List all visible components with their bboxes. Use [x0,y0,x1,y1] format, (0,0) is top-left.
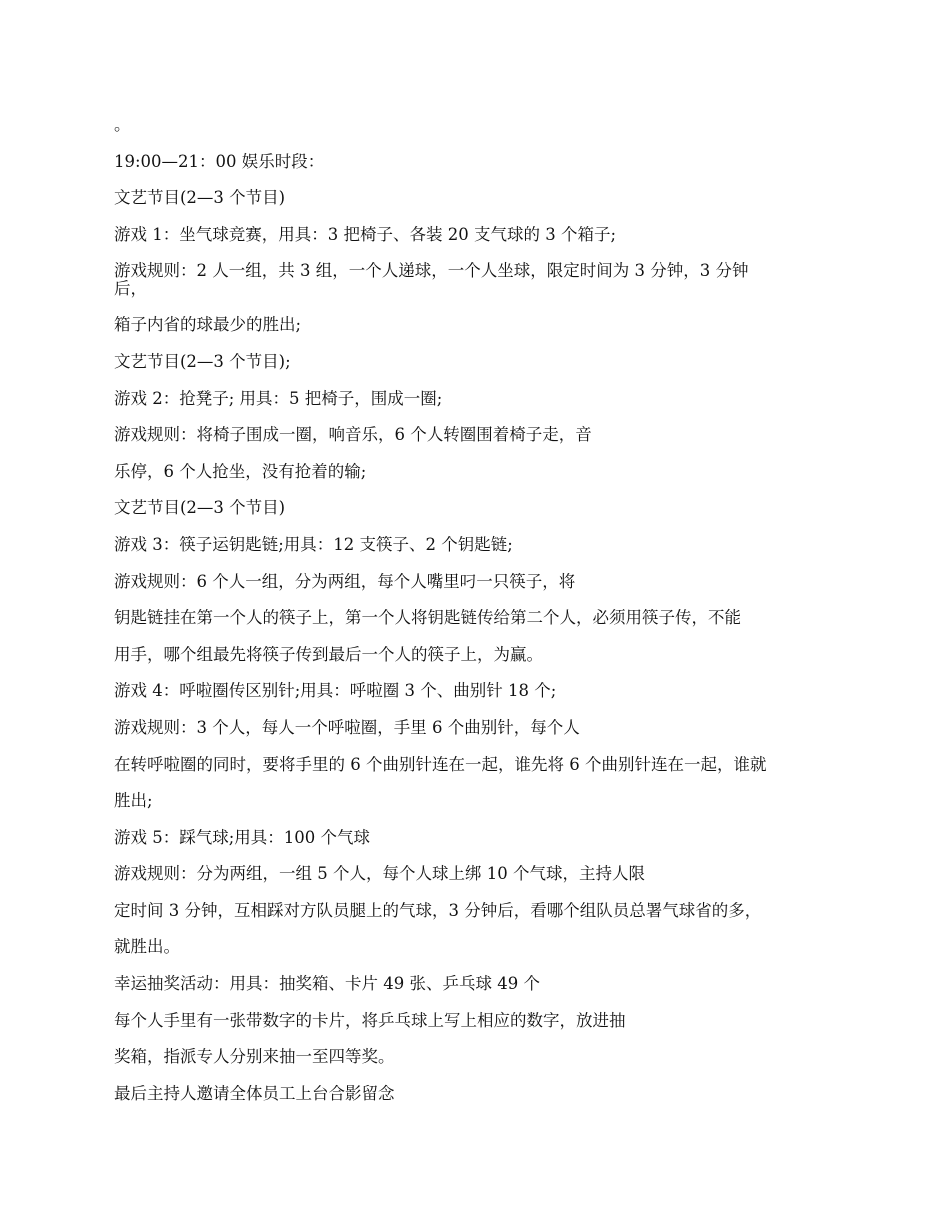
text-line: 后， [114,279,147,299]
text-line: 乐停，6 个人抢坐，没有抢着的输; [114,461,367,481]
text-line: 奖箱，指派专人分别来抽一至四等奖。 [114,1047,395,1067]
text-line: 。 [114,115,131,134]
text-line: 就胜出。 [114,937,180,957]
text-line: 游戏 2：抢凳子; 用具：5 把椅子，围成一圈; [114,388,443,408]
text-line: 在转呼啦圈的同时，要将手里的 6 个曲别针连在一起，谁先将 6 个曲别针连在一起，谁就 [114,754,767,774]
text-line: 定时间 3 分钟，互相踩对方队员腿上的气球，3 分钟后，看哪个组队员总署气球省的多， [114,900,762,920]
text-line: 游戏规则：6 个人一组，分为两组，每个人嘴里叼一只筷子，将 [114,571,576,591]
text-line: 游戏 4：呼啦圈传区别针;用具：呼啦圈 3 个、曲别针 18 个; [114,681,557,701]
text-line: 游戏规则：分为两组，一组 5 个人，每个人球上绑 10 个气球，主持人限 [114,864,645,884]
text-line: 箱子内省的球最少的胜出; [114,315,302,335]
text-line: 游戏 3：筷子运钥匙链;用具：12 支筷子、2 个钥匙链; [114,534,513,554]
text-line: 用手，哪个组最先将筷子传到最后一个人的筷子上，为赢。 [114,644,543,664]
text-line: 文艺节目(2—3 个节目); [114,351,291,371]
text-line: 钥匙链挂在第一个人的筷子上，第一个人将钥匙链传给第二个人，必须用筷子传，不能 [114,608,741,628]
text-line: 最后主持人邀请全体员工上台合影留念 [114,1083,395,1103]
text-line: 19:00—21：00 娱乐时段： [114,151,325,171]
text-line: 幸运抽奖活动：用具：抽奖箱、卡片 49 张、乒乓球 49 个 [114,974,540,994]
text-line: 文艺节目(2—3 个节目) [114,498,286,518]
text-line: 胜出; [114,791,153,811]
text-line: 游戏规则：2 人一组，共 3 组，一个人递球，一个人坐球，限定时间为 3 分钟，3 分钟 [114,261,749,281]
document-body [114,110,854,1115]
text-line: 游戏 5：踩气球;用具：100 个气球 [114,827,371,847]
text-line: 游戏 1：坐气球竞赛，用具：3 把椅子、各装 20 支气球的 3 个箱子; [114,224,617,244]
text-line: 文艺节目(2—3 个节目) [114,188,286,208]
text-line: 游戏规则：将椅子围成一圈，响音乐，6 个人转圈围着椅子走，音 [114,425,592,445]
text-line: 每个人手里有一张带数字的卡片，将乒乓球上写上相应的数字，放进抽 [114,1010,626,1030]
text-line: 游戏规则：3 个人，每人一个呼啦圈，手里 6 个曲别针，每个人 [114,717,580,737]
